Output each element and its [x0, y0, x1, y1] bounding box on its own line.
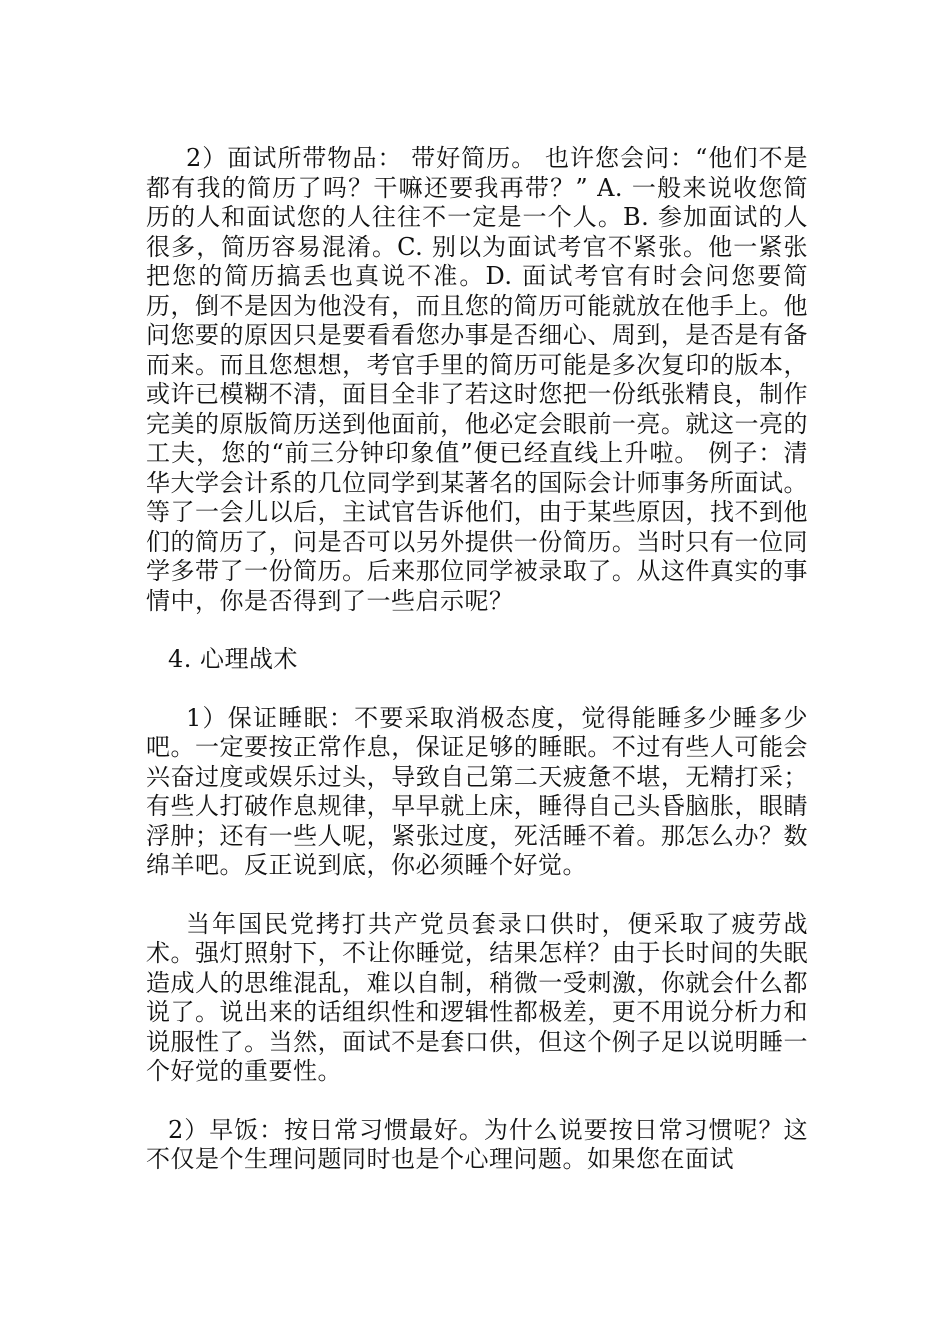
section-heading-psychological-tactics: 4. 心理战术: [168, 645, 299, 673]
document-body: [146, 144, 808, 1204]
paragraph-interview-items: 2）面试所带物品： 带好简历。 也许您会问：“他们不是都有我的简历了吗？干嘛还要我再带？” A. 一般来说收您简历的人和面试您的人往往不一定是一个人。B. 参加面试的人很多，简历容易混淆。C. 别以为面试考官不紧张。他一紧张把您的简历搞丢也真说不准。D. 面试考官有时会问您要简历，倒不是因为他没有，而且您的简历可能就放在他手上。他问您要的原因只是要看看您办事是否细心、周到，是否是有备而来。而且您想想，考官手里的简历可能是多次复印的版本，或许已模糊不清，面目全非了若这时您把一份纸张精良，制作完美的原版简历送到他面前，他必定会眼前一亮。就这一亮的工夫，您的“前三分钟印象值”便已经直线上升啦。 例子：清华大学会计系的几位同学到某著名的国际会计师事务所面试。等了一会儿以后，主试官告诉他们，由于某些原因，找不到他们的简历了，问是否可以另外提供一份简历。当时只有一位同学多带了一份简历。后来那位同学被录取了。从这件真实的事情中，你是否得到了一些启示呢？: [146, 144, 808, 615]
paragraph-fatigue-tactics: 当年国民党拷打共产党员套录口供时，便采取了疲劳战术。强灯照射下，不让你睡觉，结果怎样？由于长时间的失眠造成人的思维混乱，难以自制，稍微一受刺激，你就会什么都说了。说出来的话组织性和逻辑性都极差，更不用说分析力和说服性了。当然，面试不是套口供，但这个例子足以说明睡一个好觉的重要性。: [146, 909, 808, 1085]
paragraph-breakfast: 2）早饭：按日常习惯最好。为什么说要按日常习惯呢？这不仅是个生理问题同时也是个心理问题。如果您在面试: [146, 1115, 808, 1173]
paragraph-ensure-sleep: 1）保证睡眠：不要采取消极态度，觉得能睡多少睡多少吧。一定要按正常作息，保证足够的睡眠。不过有些人可能会兴奋过度或娱乐过头，导致自己第二天疲惫不堪，无精打采；有些人打破作息规律，早早就上床，睡得自己头昏脑胀，眼睛浮肿；还有一些人呢，紧张过度，死活睡不着。那怎么办？数绵羊吧。反正说到底，你必须睡个好觉。: [146, 703, 808, 879]
